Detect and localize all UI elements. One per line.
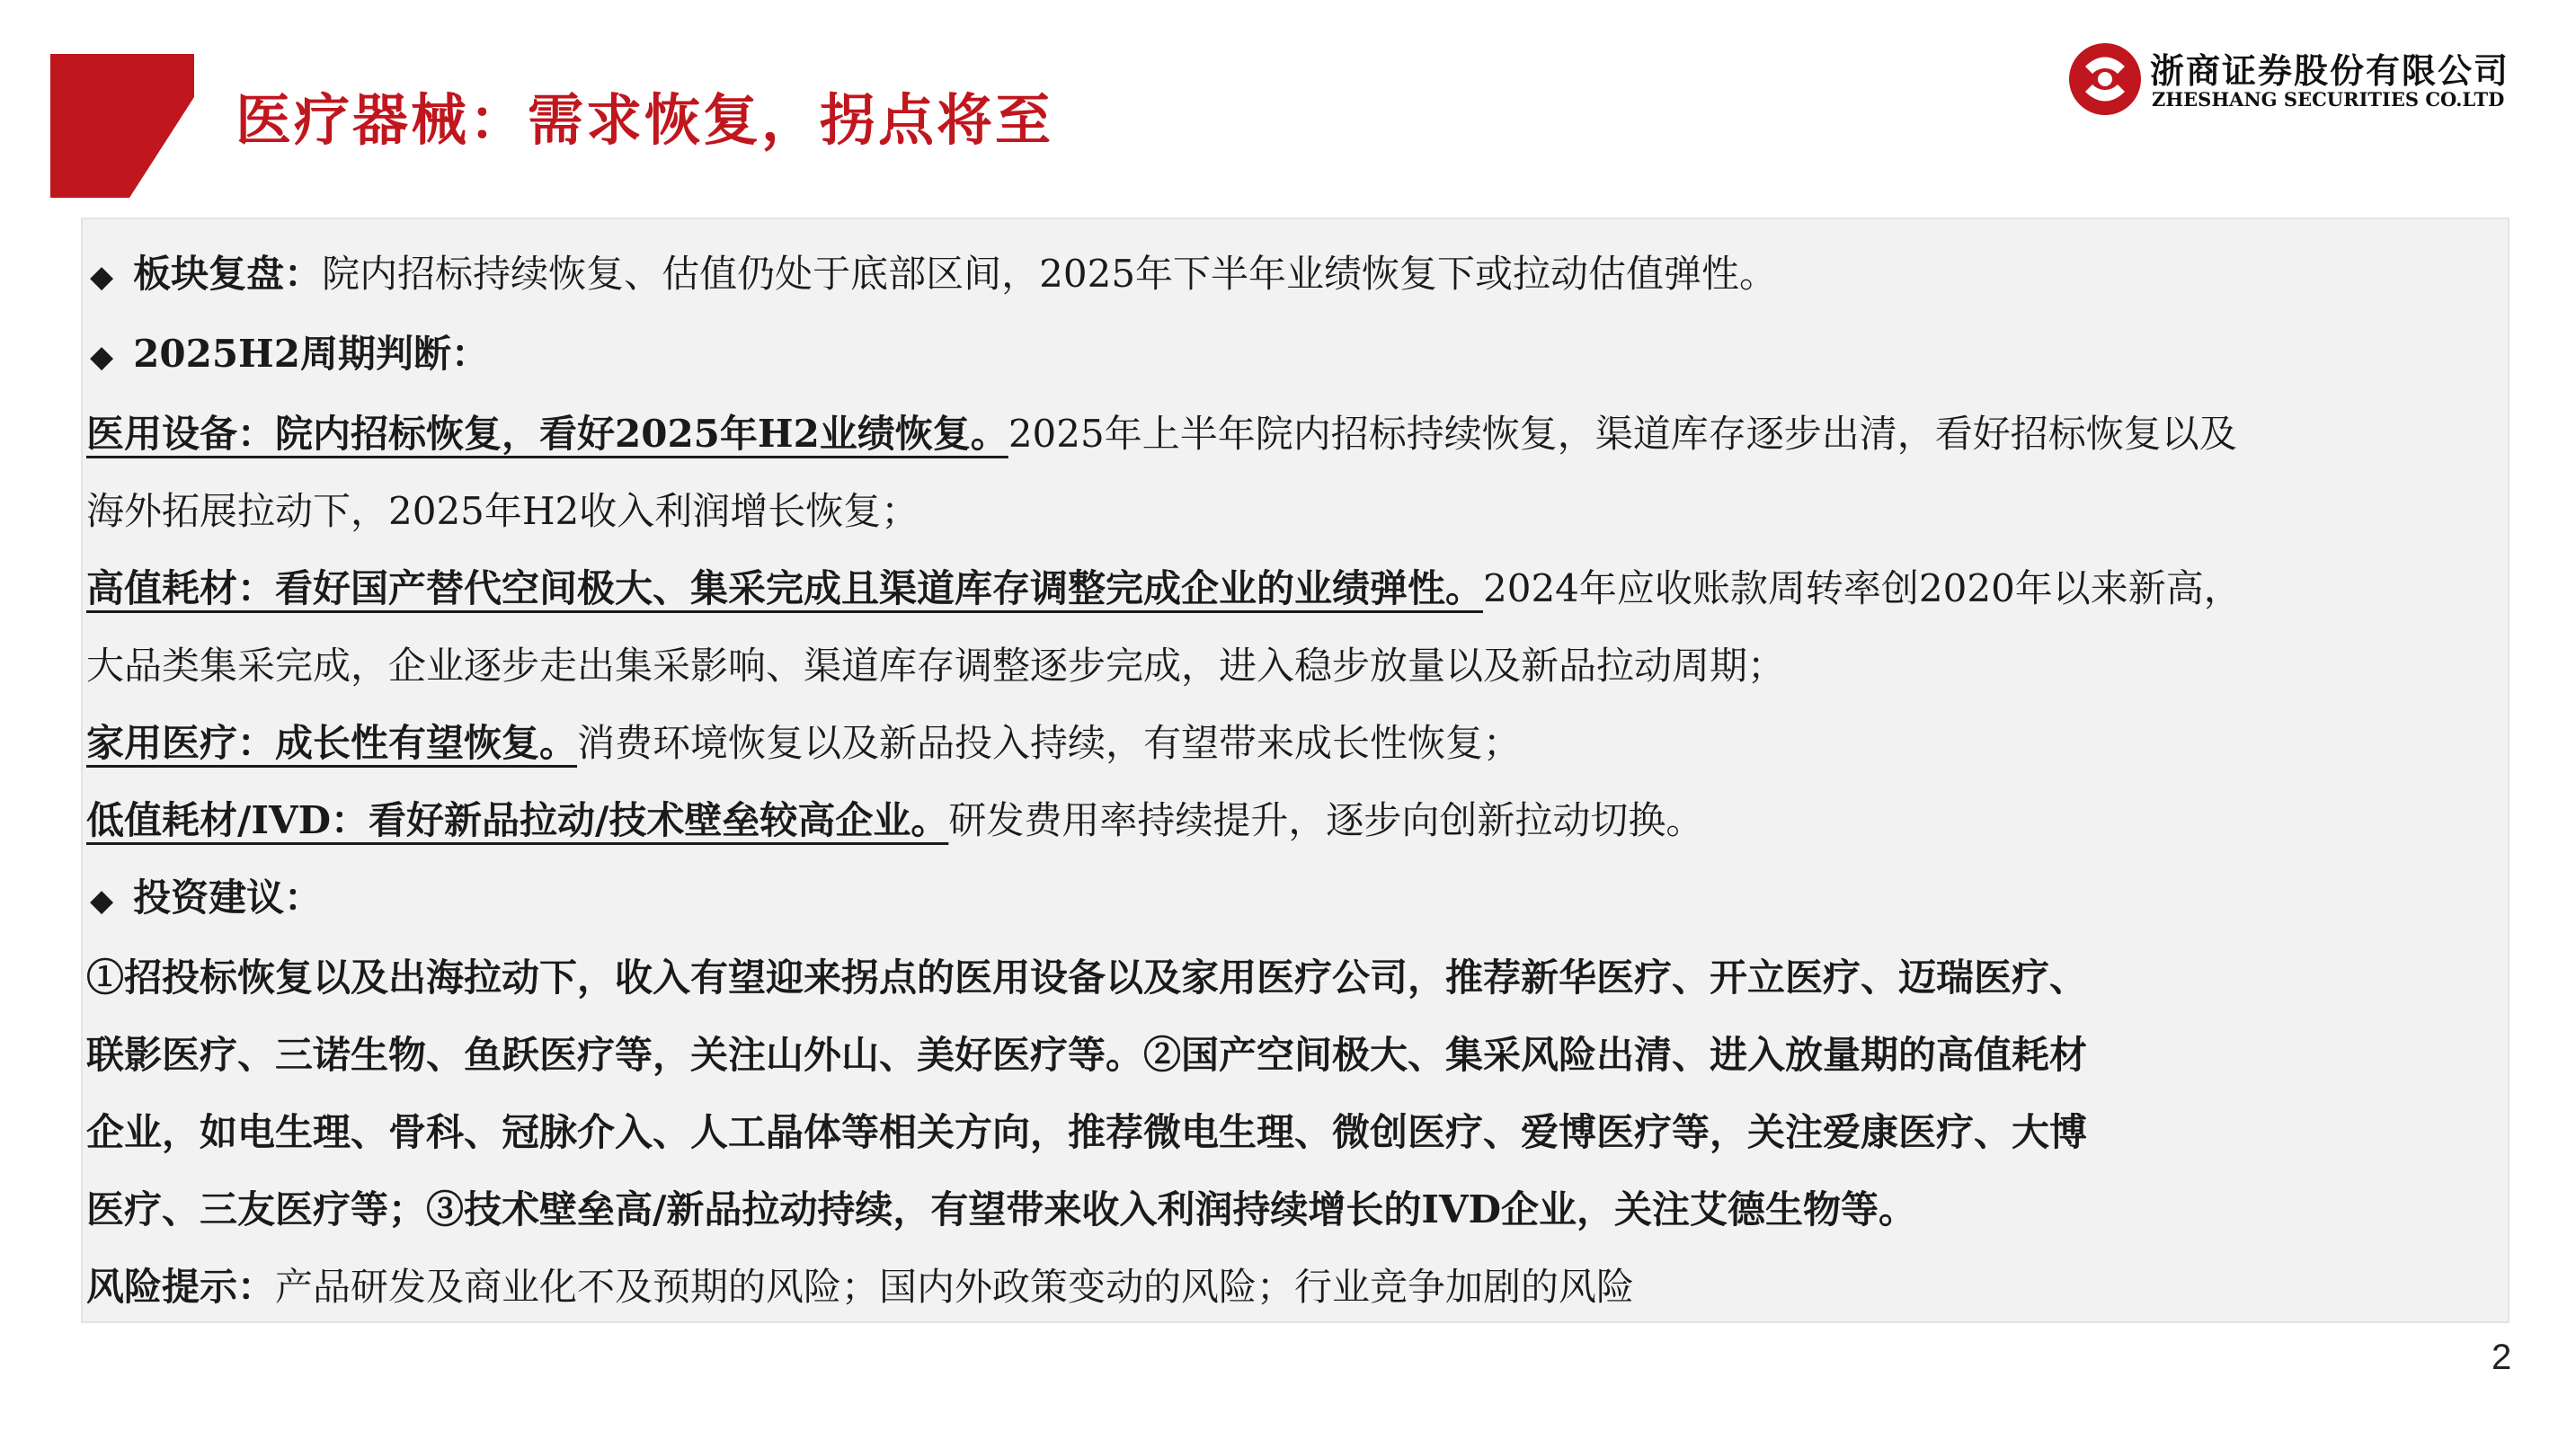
sector-review-label: 板块复盘： bbox=[133, 252, 323, 296]
risk-label: 风险提示： bbox=[86, 1265, 276, 1309]
content-text bbox=[86, 236, 2531, 1326]
page-number: 2 bbox=[2492, 1338, 2512, 1377]
risk-paragraph bbox=[86, 1249, 2531, 1326]
home-medical-text: 消费环境恢复以及新品投入持续，有望带来成长性恢复； bbox=[577, 721, 1522, 765]
low-value-ivd-label: 低值耗材/IVD：看好新品拉动/技术壁垒较高企业。 bbox=[86, 798, 949, 842]
diamond-bullet-icon: ◆ bbox=[90, 883, 114, 919]
diamond-bullet-icon: ◆ bbox=[90, 259, 114, 295]
high-value-consumables-text-1: 2024年应收账款周转率创2020年以来新高， bbox=[1483, 566, 2242, 610]
medical-equipment-paragraph bbox=[86, 396, 2531, 473]
investment-line-2: 联影医疗、三诺生物、鱼跃医疗等，关注山外山、美好医疗等。②国产空间极大、集采风险出清、进入放量期的高值耗材 bbox=[86, 1033, 2088, 1077]
investment-label: 投资建议： bbox=[133, 876, 323, 920]
low-value-ivd-text: 研发费用率持续提升，逐步向创新拉动切换。 bbox=[948, 798, 1704, 842]
medical-equipment-text-1: 2025年上半年院内招标持续恢复，渠道库存逐步出清，看好招标恢复以及 bbox=[1008, 412, 2237, 456]
cycle-judgement-label: 2025H2周期判断： bbox=[133, 332, 489, 376]
medical-equipment-continuation: 海外拓展拉动下，2025年H2收入利润增长恢复； bbox=[86, 489, 919, 533]
home-medical-label: 家用医疗：成长性有望恢复。 bbox=[86, 721, 578, 765]
investment-heading bbox=[86, 859, 2531, 939]
brand-name-cn: 浙商证券股份有限公司 bbox=[2150, 51, 2510, 91]
brand-logo bbox=[2067, 40, 2535, 120]
investment-line-1: ①招投标恢复以及出海拉动下，收入有望迎来拐点的医用设备以及家用医疗公司，推荐新华医疗、开立医疗、迈瑞医疗、 bbox=[86, 956, 2088, 1000]
sector-review-text: 院内招标持续恢复、估值仍处于底部区间，2025年下半年业绩恢复下或拉动估值弹性。 bbox=[322, 252, 1778, 296]
home-medical-paragraph bbox=[86, 705, 2531, 782]
high-value-consumables-label: 高值耗材：看好国产替代空间极大、集采完成且渠道库存调整完成企业的业绩弹性。 bbox=[86, 566, 1484, 610]
cycle-judgement-heading bbox=[86, 316, 2531, 396]
zheshang-logo-icon bbox=[2067, 41, 2143, 117]
high-value-consumables-continuation: 大品类集采完成，企业逐步走出集采影响、渠道库存调整逐步完成，进入稳步放量以及新品拉动周期； bbox=[86, 644, 1786, 688]
investment-line-4: 医疗、三友医疗等；③技术壁垒高/新品拉动持续，有望带来收入利润持续增长的IVD企业，关注艾德生物等。 bbox=[86, 1187, 1916, 1231]
header-accent-block bbox=[50, 54, 194, 198]
medical-equipment-label: 医用设备：院内招标恢复，看好2025年H2业绩恢复。 bbox=[86, 412, 1008, 456]
low-value-ivd-paragraph bbox=[86, 782, 2531, 859]
high-value-consumables-paragraph bbox=[86, 550, 2531, 627]
brand-name-en: ZHESHANG SECURITIES CO.LTD bbox=[2152, 88, 2505, 111]
investment-line-3: 企业，如电生理、骨科、冠脉介入、人工晶体等相关方向，推荐微电生理、微创医疗、爱博医疗等，关注爱康医疗、大博 bbox=[86, 1110, 2088, 1154]
page-title: 医疗器械：需求恢复，拐点将至 bbox=[235, 87, 1054, 153]
diamond-bullet-icon: ◆ bbox=[90, 339, 114, 375]
risk-text: 产品研发及商业化不及预期的风险；国内外政策变动的风险；行业竞争加剧的风险 bbox=[275, 1265, 1635, 1309]
sector-review-paragraph bbox=[86, 236, 2531, 316]
